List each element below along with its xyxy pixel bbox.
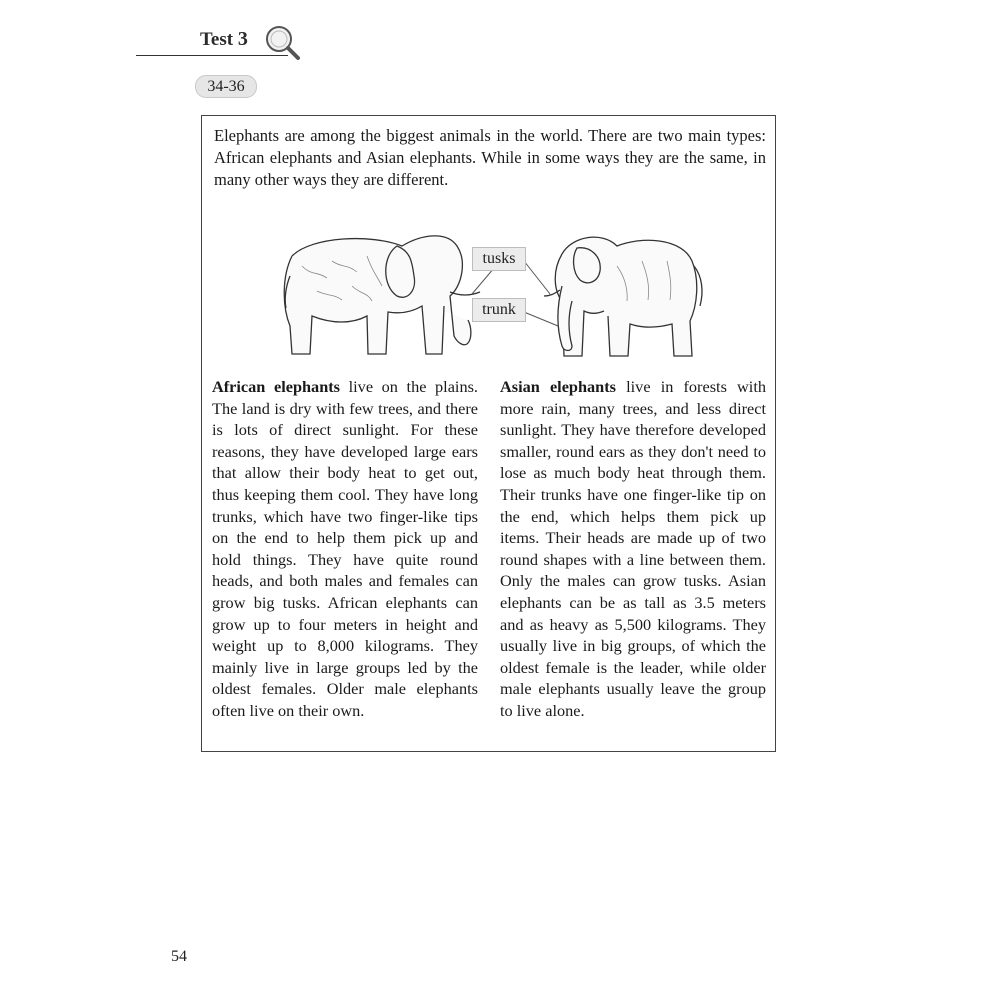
- asian-heading: Asian elephants: [500, 377, 616, 396]
- test-label: Test: [200, 29, 234, 50]
- question-range-badge: 34-36: [195, 75, 257, 98]
- test-number: 3: [237, 28, 248, 50]
- asian-elephants-paragraph: [500, 376, 766, 722]
- test-title: [200, 28, 248, 51]
- tusks-leader-right: [524, 261, 550, 294]
- african-heading: African elephants: [212, 377, 341, 396]
- trunk-label: trunk: [472, 298, 526, 322]
- asian-body: live in forests with more rain, many trees, and less direct sunlight. They have therefore developed smaller, round ears as they don't need to lose as much body heat through them. Their trunks have one finger-like tip on the end, which helps them pick up items. Their heads are made up of two round shapes with a line between them. Only the males can grow tusks. Asian elephants can be as tall as 3.5 meters and as heavy as 5,500 kilograms. They usually live in big groups, of which the oldest female is the leader, while older male elephants usually leave the group to live alone.: [500, 377, 766, 720]
- trunk-leader-right: [524, 312, 558, 326]
- passage-intro: Elephants are among the biggest animals in the world. There are two main types: African elephants and Asian elephants. While in some ways they are the same, in many other ways they are different.: [214, 126, 766, 189]
- elephant-drawing: [272, 216, 712, 366]
- african-elephant-tusk: [450, 292, 480, 295]
- header-rule: [136, 55, 288, 56]
- african-elephants-paragraph: [212, 376, 478, 722]
- page-number: 54: [171, 948, 187, 965]
- african-body: live on the plains. The land is dry with few trees, and there is lots of direct sunlight. For these reasons, they have developed large ears that allow their body heat to get out, thus keeping them cool. They have long trunks, which have two finger-like tips on the end to help them pick up and hold things. They have quite round heads, and both males and females can grow big tusks. African elephants can grow up to four meters in height and weight up to 8,000 kilograms. They mainly live in large groups led by the oldest females. Older male elephants often live on their own.: [212, 377, 479, 720]
- elephant-illustration: [272, 216, 712, 366]
- tusks-label: tusks: [472, 247, 526, 271]
- magnifier-icon: [262, 22, 302, 62]
- passage-box: [201, 115, 776, 752]
